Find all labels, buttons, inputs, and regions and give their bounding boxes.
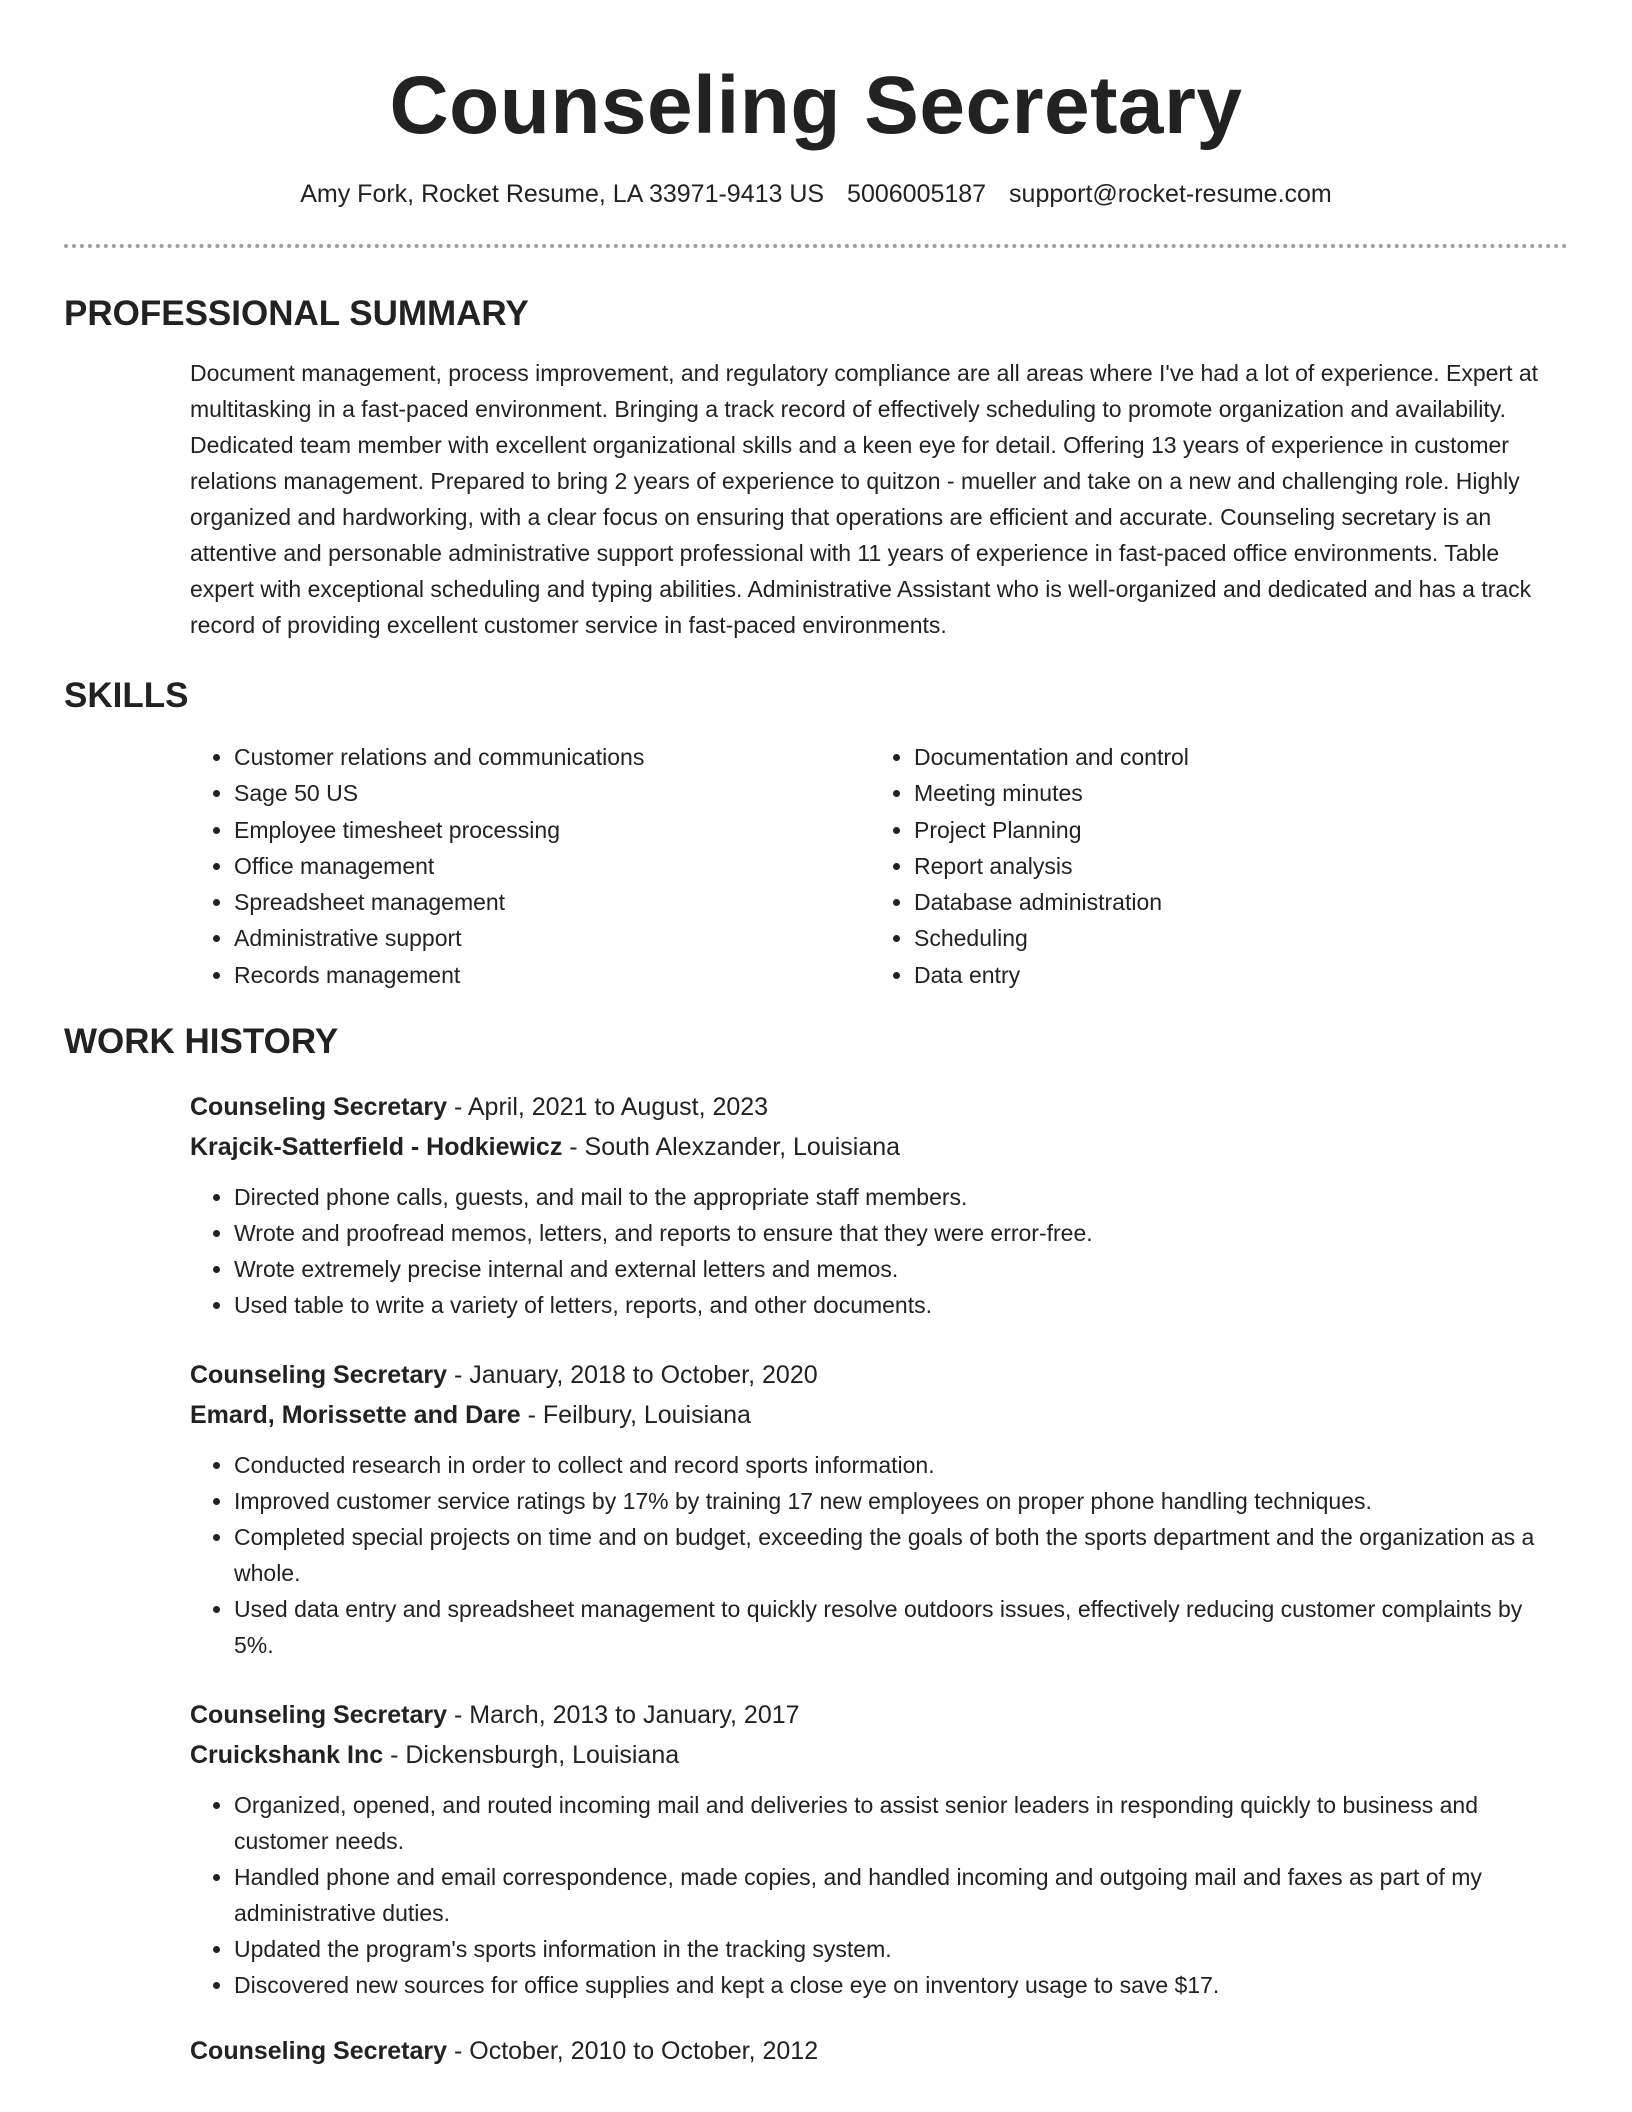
job-dates: - April, 2021 to August, 2023 xyxy=(447,1093,769,1122)
job-role: Counseling Secretary xyxy=(190,2037,448,2066)
skill-item: • Employee timesheet processing xyxy=(234,812,870,848)
resume-page xyxy=(64,0,1568,2071)
job-company: Emard, Morissette and Dare xyxy=(190,1401,521,1430)
job-dates: - March, 2013 to January, 2017 xyxy=(447,1701,800,1730)
job-bullet: • Used table to write a variety of letters, reports, and other documents. xyxy=(234,1287,1568,1323)
job-bullet: • Conducted research in order to collect and record sports information. xyxy=(234,1447,1568,1483)
job-bullet: • Updated the program's sports information in the tracking system. xyxy=(234,1931,1568,1967)
job-bullet: • Wrote and proofread memos, letters, and reports to ensure that they were error-free. xyxy=(234,1215,1568,1251)
job-bullet: • Wrote extremely precise internal and external letters and memos. xyxy=(234,1251,1568,1287)
skill-item: • Documentation and control xyxy=(914,739,1514,775)
skill-item: • Database administration xyxy=(914,884,1514,920)
job-title-line xyxy=(190,1355,1568,1395)
job-entry xyxy=(190,1087,1568,1323)
contact-phone: 5006005187 xyxy=(847,180,987,208)
job-bullet: • Handled phone and email correspondence, made copies, and handled incoming and outgoing mail and faxes as part of my administrative duties. xyxy=(234,1859,1568,1931)
job-bullet: • Improved customer service ratings by 17% by training 17 new employees on proper phone handling techniques. xyxy=(234,1483,1568,1519)
job-company-line xyxy=(190,1127,1568,1167)
skill-item: • Spreadsheet management xyxy=(234,884,870,920)
job-location: - Dickensburgh, Louisiana xyxy=(383,1741,680,1770)
job-entry xyxy=(190,1695,1568,2003)
job-bullets xyxy=(190,1179,1568,1323)
job-title-line xyxy=(190,1087,1568,1127)
skill-item: • Sage 50 US xyxy=(234,775,870,811)
job-company: Cruickshank Inc xyxy=(190,1741,384,1770)
job-title-line xyxy=(190,1695,1568,1735)
job-title-line xyxy=(190,2031,1568,2071)
job-bullets xyxy=(190,1447,1568,1663)
job-role: Counseling Secretary xyxy=(190,1093,448,1122)
skills-heading: SKILLS xyxy=(64,676,189,715)
contact-address: Amy Fork, Rocket Resume, LA 33971-9413 US xyxy=(300,180,825,208)
job-role: Counseling Secretary xyxy=(190,1361,448,1390)
skill-item: • Scheduling xyxy=(914,920,1514,956)
resume-name: Counseling Secretary xyxy=(389,60,1243,151)
skill-item: • Administrative support xyxy=(234,920,870,956)
job-location: - South Alexzander, Louisiana xyxy=(562,1133,901,1162)
skill-item: • Office management xyxy=(234,848,870,884)
skill-item: • Customer relations and communications xyxy=(234,739,870,775)
skill-item: • Meeting minutes xyxy=(914,775,1514,811)
job-bullets xyxy=(190,1787,1568,2003)
job-dates: - January, 2018 to October, 2020 xyxy=(447,1361,818,1390)
skill-item: • Report analysis xyxy=(914,848,1514,884)
summary-heading: PROFESSIONAL SUMMARY xyxy=(64,294,529,333)
job-bullet: • Organized, opened, and routed incoming mail and deliveries to assist senior leaders in responding quickly to business and customer needs. xyxy=(234,1787,1568,1859)
skill-item: • Records management xyxy=(234,957,870,993)
job-location: - Feilbury, Louisiana xyxy=(520,1401,751,1430)
job-dates: - October, 2010 to October, 2012 xyxy=(447,2037,819,2066)
job-bullet: • Discovered new sources for office supplies and kept a close eye on inventory usage to save $17. xyxy=(234,1967,1568,2003)
job-role: Counseling Secretary xyxy=(190,1701,448,1730)
skills-column-left xyxy=(190,739,870,993)
job-bullet: • Used data entry and spreadsheet management to quickly resolve outdoors issues, effectively reducing customer complaints by 5%. xyxy=(234,1591,1568,1663)
job-bullet: • Completed special projects on time and on budget, exceeding the goals of both the sports department and the organization as a whole. xyxy=(234,1519,1568,1591)
contact-line xyxy=(64,178,1568,210)
header-divider xyxy=(64,244,1568,248)
job-company-line xyxy=(190,1395,1568,1435)
work-history-heading: WORK HISTORY xyxy=(64,1022,339,1062)
job-entry xyxy=(190,2031,1568,2071)
job-company: Krajcik-Satterfield - Hodkiewicz xyxy=(190,1133,563,1162)
job-entry xyxy=(190,1355,1568,1663)
contact-email: support@rocket-resume.com xyxy=(1009,180,1332,208)
job-company-line xyxy=(190,1735,1568,1775)
job-bullet: • Directed phone calls, guests, and mail to the appropriate staff members. xyxy=(234,1179,1568,1215)
skill-item: • Project Planning xyxy=(914,812,1514,848)
skills-column-right xyxy=(870,739,1514,993)
skills-list xyxy=(190,739,1568,993)
summary-text: Document management, process improvement, and regulatory compliance are all areas where I've had a lot of experience. Expert at multitasking in a fast-paced environment. Bringing a track record of effectively scheduling to promote organization and availability. Dedicated team member with excellent organizational skills and a keen eye for detail. Offering 13 years of experience in customer relations management. Prepared to bring 2 years of experience to quitzon - mueller and take on a new and challenging role. Highly organized and hardworking, with a clear focus on ensuring that operations are efficient and accurate. Counseling secretary is an attentive and personable administrative support professional with 11 years of experience in fast-paced office environments. Table expert with exceptional scheduling and typing abilities. Administrative Assistant who is well-organized and dedicated and has a track record of providing excellent customer service in fast-paced environments. xyxy=(190,360,1539,638)
skill-item: • Data entry xyxy=(914,957,1514,993)
